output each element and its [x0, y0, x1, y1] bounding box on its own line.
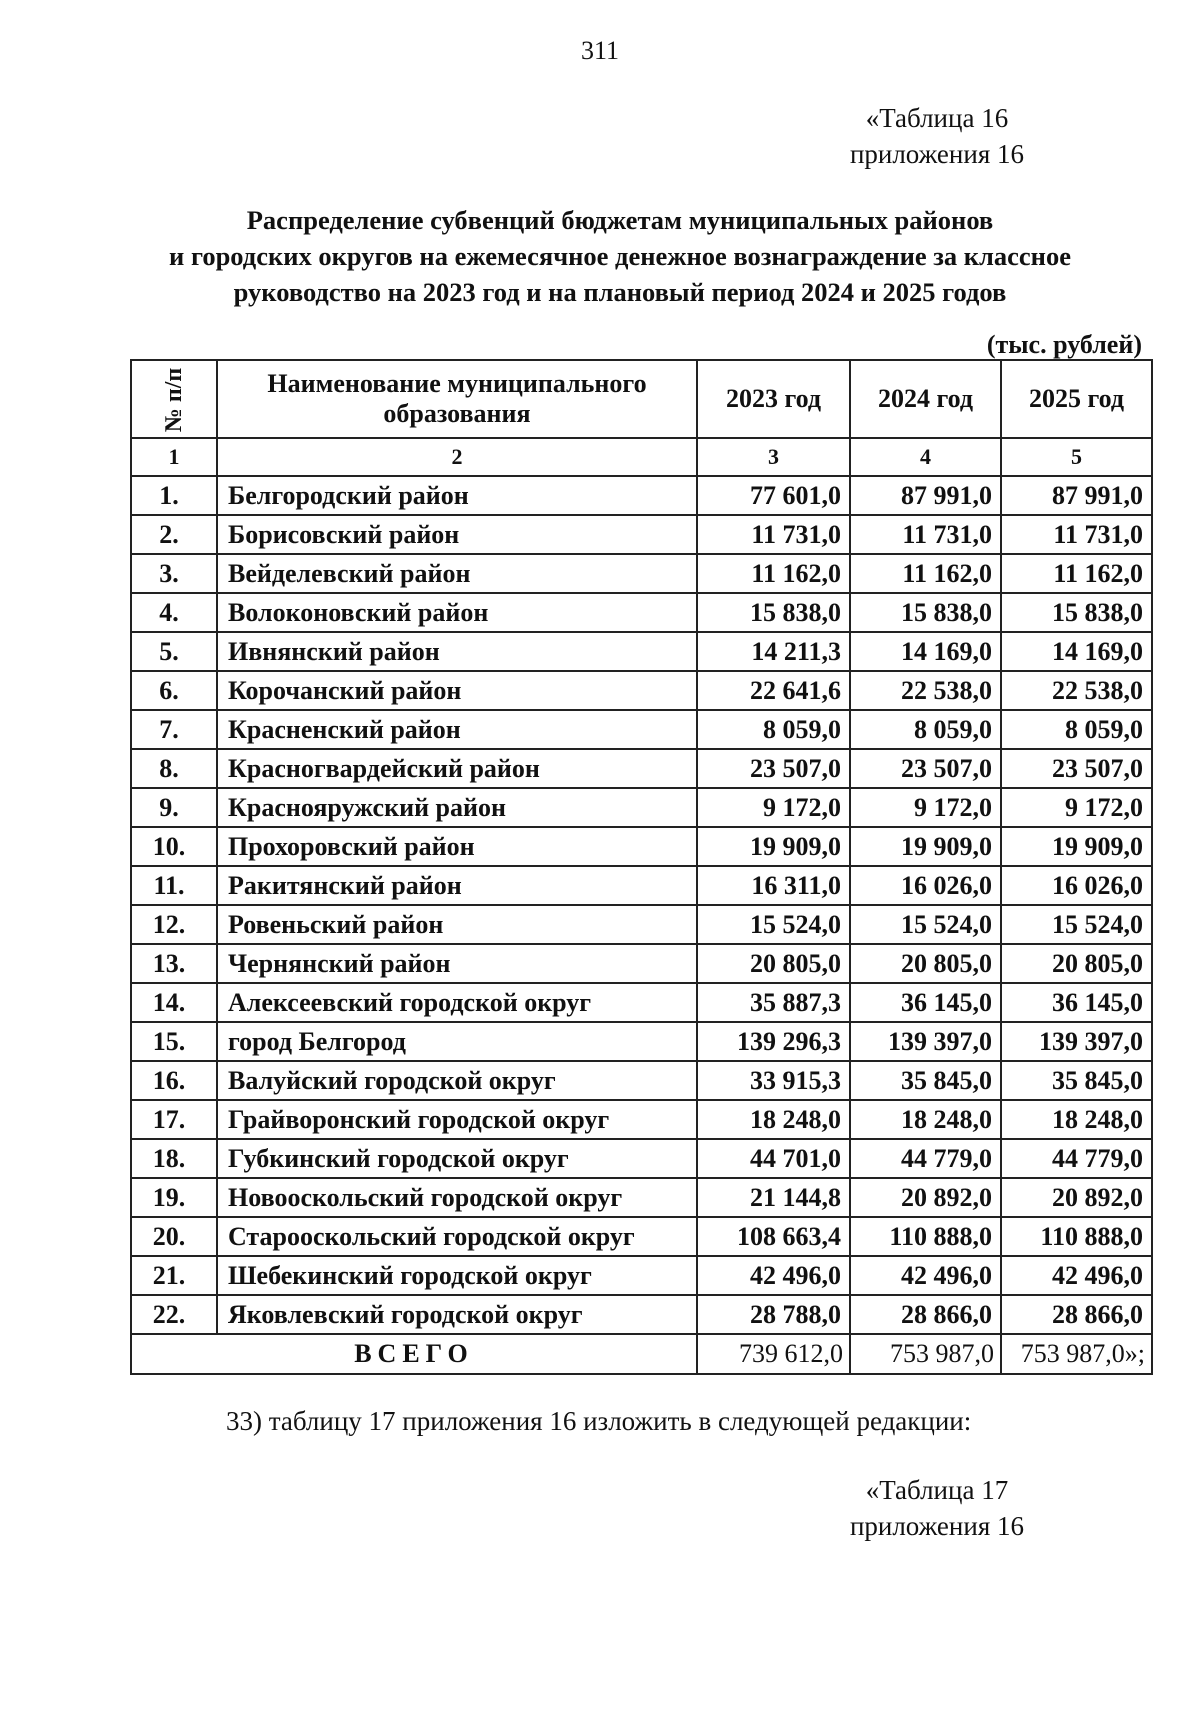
value-2024: 20 805,0	[850, 944, 1001, 983]
value-2024: 87 991,0	[850, 476, 1001, 515]
row-number: 13.	[131, 944, 217, 983]
municipality-name: Новооскольский городской округ	[217, 1178, 697, 1217]
table-row	[131, 1178, 1152, 1217]
value-2024: 23 507,0	[850, 749, 1001, 788]
value-2024: 14 169,0	[850, 632, 1001, 671]
total-2025: 753 987,0»;	[1001, 1334, 1152, 1374]
row-number: 2.	[131, 515, 217, 554]
value-2025: 18 248,0	[1001, 1100, 1152, 1139]
row-number: 5.	[131, 632, 217, 671]
document-title	[120, 202, 1120, 310]
value-2025: 15 838,0	[1001, 593, 1152, 632]
table-row	[131, 593, 1152, 632]
municipality-name: Прохоровский район	[217, 827, 697, 866]
table-row	[131, 515, 1152, 554]
value-2025: 139 397,0	[1001, 1022, 1152, 1061]
value-2025: 11 731,0	[1001, 515, 1152, 554]
value-2023: 33 915,3	[697, 1061, 850, 1100]
title-line-1: Распределение субвенций бюджетам муниципальных районов	[246, 205, 994, 235]
value-2025: 28 866,0	[1001, 1295, 1152, 1334]
total-2024: 753 987,0	[850, 1334, 1001, 1374]
value-2024: 19 909,0	[850, 827, 1001, 866]
value-2024: 42 496,0	[850, 1256, 1001, 1295]
column-number: 4	[850, 438, 1001, 476]
header-2025: 2025 год	[1001, 360, 1152, 438]
table-header-row	[131, 360, 1152, 438]
value-2024: 11 731,0	[850, 515, 1001, 554]
municipality-name: Вейделевский район	[217, 554, 697, 593]
value-2025: 110 888,0	[1001, 1217, 1152, 1256]
value-2023: 77 601,0	[697, 476, 850, 515]
municipality-name: Грайворонский городской округ	[217, 1100, 697, 1139]
title-line-2: и городских округов на ежемесячное денежное вознаграждение за классное	[169, 241, 1071, 271]
total-2023: 739 612,0	[697, 1334, 850, 1374]
municipality-name: Ивнянский район	[217, 632, 697, 671]
column-number: 5	[1001, 438, 1152, 476]
value-2025: 20 805,0	[1001, 944, 1152, 983]
row-number: 4.	[131, 593, 217, 632]
value-2023: 8 059,0	[697, 710, 850, 749]
table-row	[131, 866, 1152, 905]
row-number: 21.	[131, 1256, 217, 1295]
value-2023: 15 524,0	[697, 905, 850, 944]
row-number: 20.	[131, 1217, 217, 1256]
value-2025: 44 779,0	[1001, 1139, 1152, 1178]
table-row	[131, 476, 1152, 515]
table-16-caption	[850, 100, 1024, 172]
value-2025: 19 909,0	[1001, 827, 1152, 866]
municipality-name: Старооскольский городской округ	[217, 1217, 697, 1256]
value-2025: 8 059,0	[1001, 710, 1152, 749]
value-2023: 15 838,0	[697, 593, 850, 632]
value-2024: 11 162,0	[850, 554, 1001, 593]
value-2024: 15 838,0	[850, 593, 1001, 632]
municipality-name: Ракитянский район	[217, 866, 697, 905]
caption-line-2: приложения 16	[849, 1511, 1024, 1541]
row-number: 15.	[131, 1022, 217, 1061]
value-2024: 35 845,0	[850, 1061, 1001, 1100]
unit-label: (тыс. рублей)	[986, 330, 1142, 359]
value-2025: 16 026,0	[1001, 866, 1152, 905]
value-2024: 36 145,0	[850, 983, 1001, 1022]
value-2025: 15 524,0	[1001, 905, 1152, 944]
municipality-name: Волоконовский район	[217, 593, 697, 632]
subvention-table	[130, 359, 1153, 1375]
table-row	[131, 983, 1152, 1022]
value-2024: 22 538,0	[850, 671, 1001, 710]
header-2023: 2023 год	[697, 360, 850, 438]
value-2023: 28 788,0	[697, 1295, 850, 1334]
value-2024: 110 888,0	[850, 1217, 1001, 1256]
total-label: ВСЕГО	[131, 1334, 697, 1374]
value-2024: 44 779,0	[850, 1139, 1001, 1178]
row-number: 7.	[131, 710, 217, 749]
value-2024: 18 248,0	[850, 1100, 1001, 1139]
table-row	[131, 710, 1152, 749]
header-2024: 2024 год	[850, 360, 1001, 438]
value-2025: 9 172,0	[1001, 788, 1152, 827]
row-number: 14.	[131, 983, 217, 1022]
municipality-name: Красногвардейский район	[217, 749, 697, 788]
instruction-text: 33) таблицу 17 приложения 16 изложить в следующей редакции:	[226, 1406, 972, 1436]
value-2023: 19 909,0	[697, 827, 850, 866]
row-number: 22.	[131, 1295, 217, 1334]
caption-line-2: приложения 16	[849, 139, 1024, 169]
row-number: 12.	[131, 905, 217, 944]
value-2023: 11 162,0	[697, 554, 850, 593]
municipality-name: Красненский район	[217, 710, 697, 749]
table-row	[131, 1217, 1152, 1256]
municipality-name: Ровеньский район	[217, 905, 697, 944]
column-number: 1	[131, 438, 217, 476]
row-number: 19.	[131, 1178, 217, 1217]
column-number: 3	[697, 438, 850, 476]
row-number: 18.	[131, 1139, 217, 1178]
municipality-name: Краснояружский район	[217, 788, 697, 827]
municipality-name: Белгородский район	[217, 476, 697, 515]
table-row	[131, 749, 1152, 788]
value-2024: 139 397,0	[850, 1022, 1001, 1061]
value-2023: 42 496,0	[697, 1256, 850, 1295]
municipality-name: Валуйский городской округ	[217, 1061, 697, 1100]
municipality-name: город Белгород	[217, 1022, 697, 1061]
value-2023: 108 663,4	[697, 1217, 850, 1256]
value-2025: 22 538,0	[1001, 671, 1152, 710]
table-row	[131, 1139, 1152, 1178]
value-2025: 42 496,0	[1001, 1256, 1152, 1295]
value-2023: 35 887,3	[697, 983, 850, 1022]
value-2024: 16 026,0	[850, 866, 1001, 905]
municipality-name: Шебекинский городской округ	[217, 1256, 697, 1295]
municipality-name: Яковлевский городской округ	[217, 1295, 697, 1334]
table-row	[131, 1100, 1152, 1139]
value-2023: 20 805,0	[697, 944, 850, 983]
value-2024: 20 892,0	[850, 1178, 1001, 1217]
row-number: 10.	[131, 827, 217, 866]
municipality-name: Борисовский район	[217, 515, 697, 554]
row-number: 16.	[131, 1061, 217, 1100]
table-row	[131, 1295, 1152, 1334]
table-row	[131, 1256, 1152, 1295]
caption-line-1: «Таблица 16	[865, 103, 1009, 133]
value-2024: 15 524,0	[850, 905, 1001, 944]
value-2025: 11 162,0	[1001, 554, 1152, 593]
value-2023: 14 211,3	[697, 632, 850, 671]
value-2023: 11 731,0	[697, 515, 850, 554]
table-row	[131, 554, 1152, 593]
value-2025: 35 845,0	[1001, 1061, 1152, 1100]
row-number: 17.	[131, 1100, 217, 1139]
value-2025: 14 169,0	[1001, 632, 1152, 671]
municipality-name: Губкинский городской округ	[217, 1139, 697, 1178]
table-row	[131, 632, 1152, 671]
value-2023: 44 701,0	[697, 1139, 850, 1178]
table-row	[131, 671, 1152, 710]
table-17-caption	[850, 1472, 1024, 1544]
row-number: 11.	[131, 866, 217, 905]
table-row	[131, 905, 1152, 944]
header-number: № п/п	[131, 360, 217, 438]
value-2025: 87 991,0	[1001, 476, 1152, 515]
table-row	[131, 944, 1152, 983]
row-number: 8.	[131, 749, 217, 788]
page-number: 311	[580, 36, 620, 65]
table-row	[131, 788, 1152, 827]
total-row	[131, 1334, 1152, 1374]
value-2023: 9 172,0	[697, 788, 850, 827]
value-2023: 16 311,0	[697, 866, 850, 905]
row-number: 3.	[131, 554, 217, 593]
value-2025: 36 145,0	[1001, 983, 1152, 1022]
value-2025: 23 507,0	[1001, 749, 1152, 788]
value-2024: 28 866,0	[850, 1295, 1001, 1334]
value-2023: 18 248,0	[697, 1100, 850, 1139]
value-2025: 20 892,0	[1001, 1178, 1152, 1217]
municipality-name: Корочанский район	[217, 671, 697, 710]
row-number: 1.	[131, 476, 217, 515]
value-2024: 8 059,0	[850, 710, 1001, 749]
column-number: 2	[217, 438, 697, 476]
municipality-name: Алексеевский городской округ	[217, 983, 697, 1022]
value-2023: 22 641,6	[697, 671, 850, 710]
table-row	[131, 1061, 1152, 1100]
row-number: 9.	[131, 788, 217, 827]
caption-line-1: «Таблица 17	[865, 1475, 1009, 1505]
header-name: Наименование муниципального образования	[217, 360, 697, 438]
column-number-row	[131, 438, 1152, 476]
value-2024: 9 172,0	[850, 788, 1001, 827]
table-row	[131, 827, 1152, 866]
value-2023: 23 507,0	[697, 749, 850, 788]
row-number: 6.	[131, 671, 217, 710]
value-2023: 21 144,8	[697, 1178, 850, 1217]
value-2023: 139 296,3	[697, 1022, 850, 1061]
table-row	[131, 1022, 1152, 1061]
title-line-3: руководство на 2023 год и на плановый период 2024 и 2025 годов	[233, 277, 1007, 307]
municipality-name: Чернянский район	[217, 944, 697, 983]
